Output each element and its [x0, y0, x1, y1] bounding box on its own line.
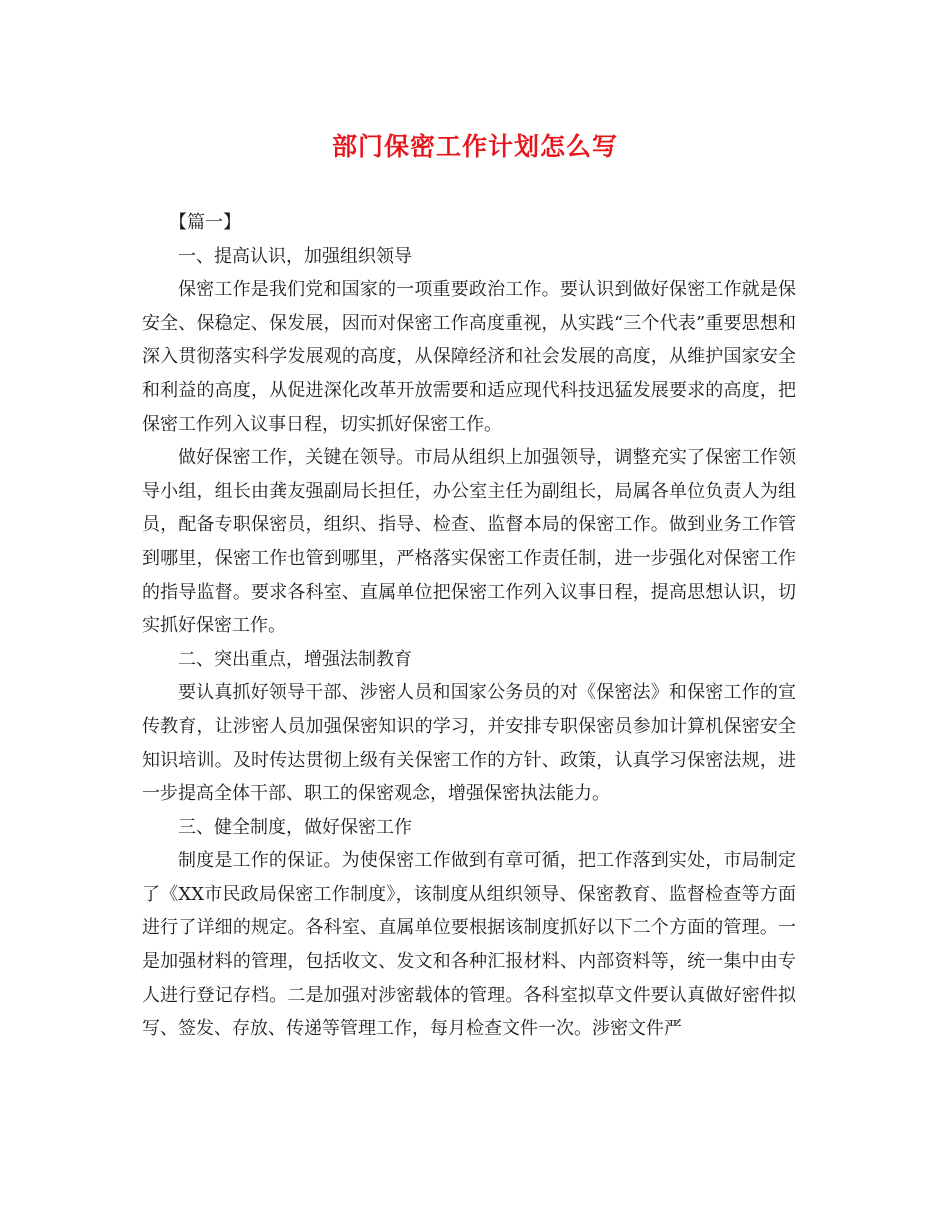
section-heading-1: 一、提高认识，加强组织领导: [178, 245, 412, 267]
document-title: 部门保密工作计划怎么写: [331, 132, 618, 161]
section-heading-2: 二、突出重点，增强法制教育: [178, 648, 412, 670]
body-paragraph: 制度是工作的保证。为使保密工作做到有章可循，把工作落到实处，市局制定了《XX市民政局保密工作制度》，该制度从组织领导、保密教育、监督检查等方面进行了详细的规定。各科室、直属单位要根据该制度抓好以下二个方面的管理。一是加强材料的管理，包括收文、发文和各种汇报材料、内部资料等，统一集中由专人进行登记存档。二是加强对涉密载体的管理。各科室拟草文件要认真做好密件拟写、签发、存放、传递等管理工作，每月检查文件一次。涉密文件严: [142, 850, 796, 1040]
body-paragraph: 保密工作是我们党和国家的一项重要政治工作。要认识到做好保密工作就是保安全、保稳定、保发展，因而对保密工作高度重视，从实践“三个代表”重要思想和深入贯彻落实科学发展观的高度，从保障经济和社会发展的高度，从维护国家安全和利益的高度，从促进深化改革开放需要和适应现代科技迅猛发展要求的高度，把保密工作列入议事日程，切实抓好保密工作。: [142, 279, 796, 435]
document-body: [142, 206, 796, 1046]
section-heading-3: 三、健全制度，做好保密工作: [178, 816, 412, 838]
section-marker: 【篇一】: [169, 212, 241, 233]
body-paragraph: 要认真抓好领导干部、涉密人员和国家公务员的对《保密法》和保密工作的宣传教育，让涉密人员加强保密知识的学习，并安排专职保密员参加计算机保密安全知识培训。及时传达贯彻上级有关保密工作的方针、政策，认真学习保密法规，进一步提高全体干部、职工的保密观念，增强保密执法能力。: [142, 682, 796, 805]
body-paragraph: 做好保密工作，关键在领导。市局从组织上加强领导，调整充实了保密工作领导小组，组长由龚友强副局长担任，办公室主任为副组长，局属各单位负责人为组员，配备专职保密员，组织、指导、检查、监督本局的保密工作。做到业务工作管到哪里，保密工作也管到哪里，严格落实保密工作责任制，进一步强化对保密工作的指导监督。要求各科室、直属单位把保密工作列入议事日程，提高思想认识，切实抓好保密工作。: [142, 447, 796, 637]
